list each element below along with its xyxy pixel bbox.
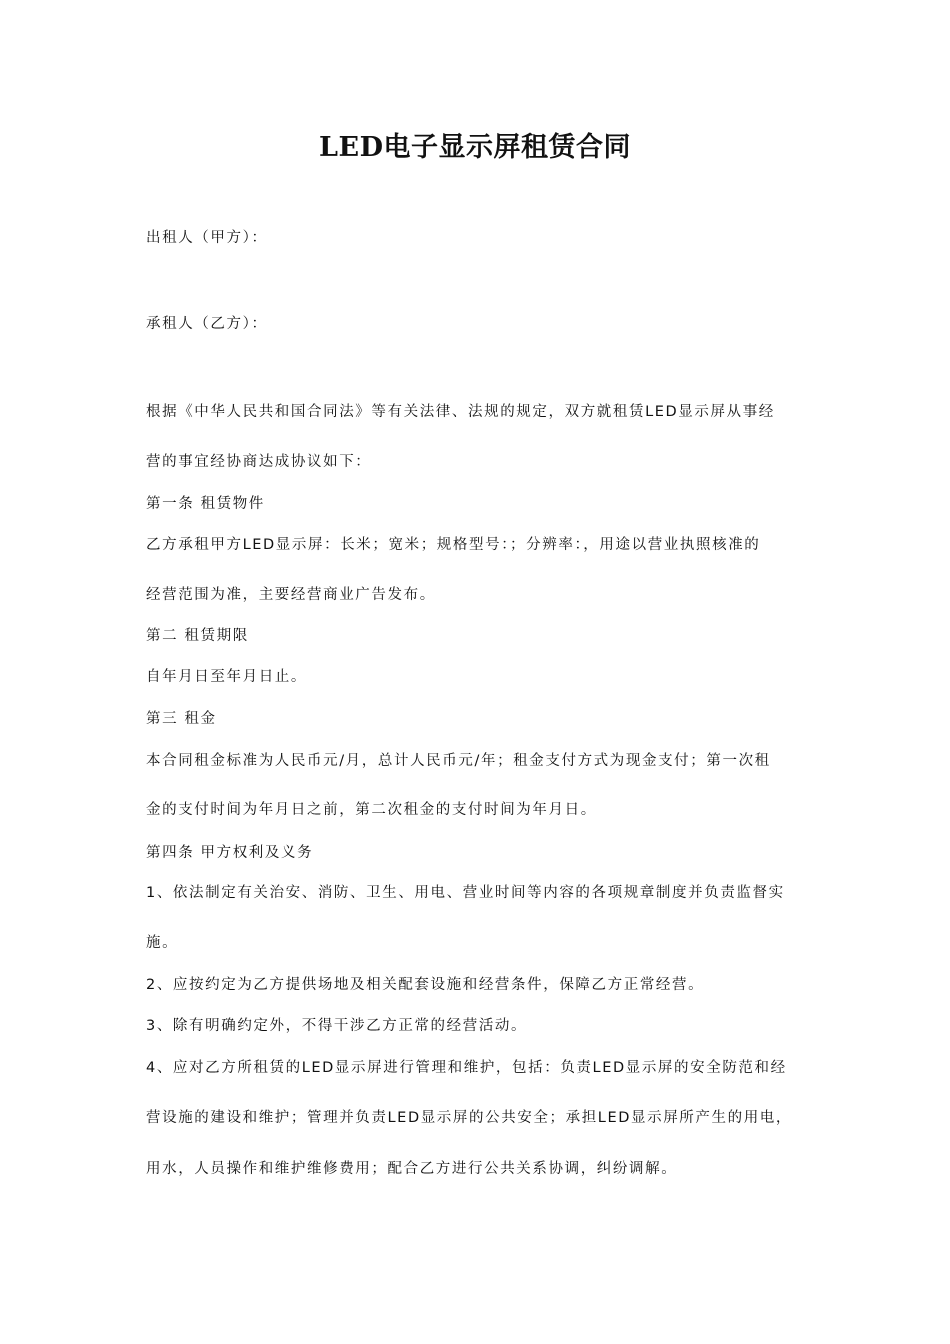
lessor-line: 出租人（甲方）： — [146, 230, 268, 246]
article-4-item-2: 2、应按约定为乙方提供场地及相关配套设施和经营条件，保障乙方正常经营。 — [146, 977, 705, 993]
article-4-item-1-line-1: 1、依法制定有关治安、消防、卫生、用电、营业时间等内容的各项规章制度并负责监督实 — [146, 885, 785, 901]
article-4-item-4-line-2: 营设施的建设和维护；管理并负责LED显示屏的公共安全；承担LED显示屏所产生的用电， — [146, 1110, 793, 1126]
article-1-line-1: 乙方承租甲方LED显示屏：长米；宽米；规格型号：；分辨率：，用途以营业执照核准的 — [146, 537, 761, 553]
article-3-line-1: 本合同租金标准为人民币元/月，总计人民币元/年；租金支付方式为现金支付；第一次租 — [146, 753, 771, 769]
article-4-item-3: 3、除有明确约定外，不得干涉乙方正常的经营活动。 — [146, 1018, 528, 1034]
document-title: LED电子显示屏租赁合同 — [319, 132, 631, 163]
article-2-text: 自年月日至年月日止。 — [146, 669, 307, 685]
article-4-item-4-line-3: 用水，人员操作和维护维修费用；配合乙方进行公共关系协调，纠纷调解。 — [146, 1161, 678, 1177]
article-1-heading: 第一条 租赁物件 — [146, 496, 265, 512]
preamble-line-1: 根据《中华人民共和国合同法》等有关法律、法规的规定，双方就租赁LED显示屏从事经 — [146, 404, 775, 420]
article-3-line-2: 金的支付时间为年月日之前，第二次租金的支付时间为年月日。 — [146, 802, 597, 818]
article-4-item-1-line-2: 施。 — [146, 935, 179, 951]
article-2-heading: 第二 租赁期限 — [146, 628, 249, 644]
preamble-line-2: 营的事宜经协商达成协议如下： — [146, 454, 372, 470]
article-4-item-4-line-1: 4、应对乙方所租赁的LED显示屏进行管理和维护，包括：负责LED显示屏的安全防范和经 — [146, 1060, 787, 1076]
article-1-line-2: 经营范围为准，主要经营商业广告发布。 — [146, 587, 436, 603]
lessee-line: 承租人（乙方）： — [146, 316, 268, 332]
article-4-heading: 第四条 甲方权利及义务 — [146, 845, 314, 861]
article-3-heading: 第三 租金 — [146, 711, 217, 727]
